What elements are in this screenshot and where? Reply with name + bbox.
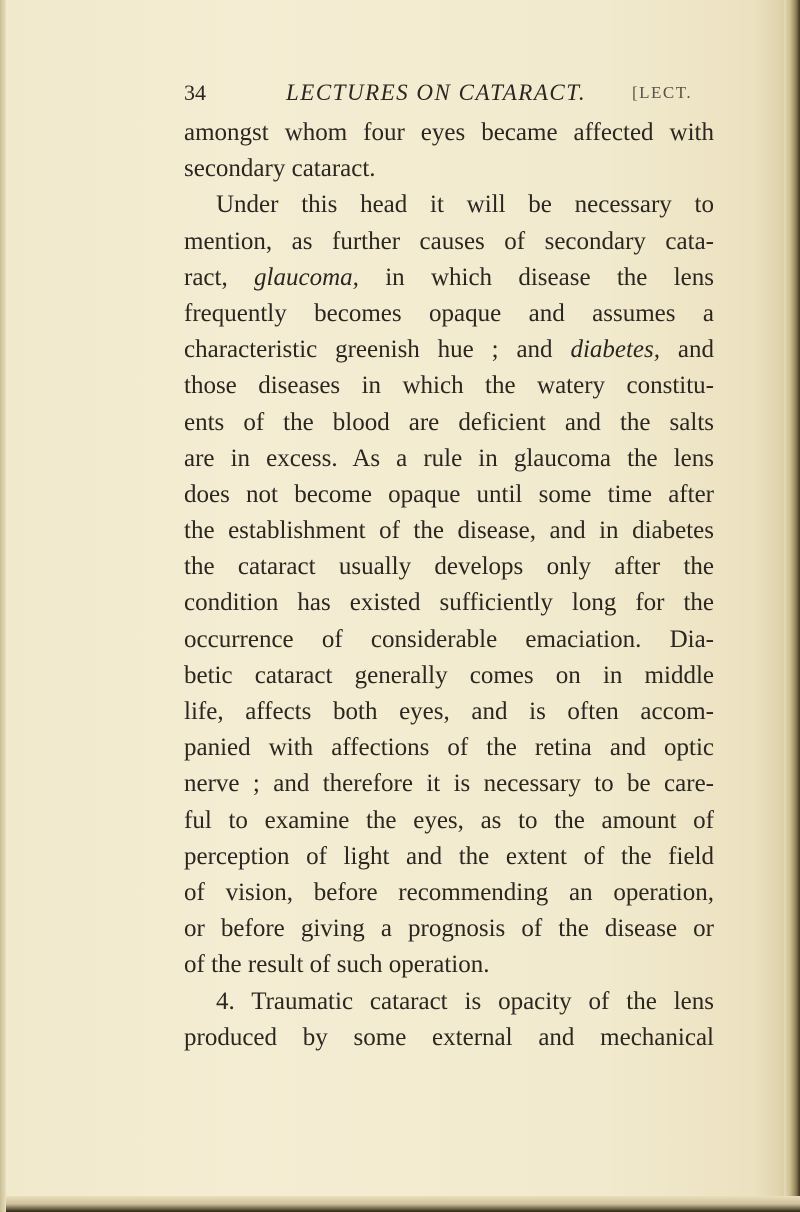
running-title: LECTURES ON CATARACT. <box>286 80 587 105</box>
text-line: nerve ; and therefore it is necessary to be care- <box>184 770 714 798</box>
page-gutter <box>0 0 6 1212</box>
text-line: secondary cataract. <box>184 155 376 183</box>
text-line: betic cataract generally comes on in middle <box>184 661 714 689</box>
text-line: 4. Traumatic cataract is opacity of the lens <box>216 987 714 1015</box>
running-head <box>184 78 714 108</box>
text-line: condition has existed sufficiently long for the <box>184 589 714 617</box>
text-line: of vision, before recommending an operation, <box>184 878 714 906</box>
italic-term-diabetes: diabetes, <box>570 336 661 364</box>
text-line: occurrence of considerable emaciation. Dia- <box>184 625 714 653</box>
text-line: those diseases in which the watery constitu- <box>184 372 714 400</box>
text-line <box>184 332 714 368</box>
text-line: perception of light and the extent of the field <box>184 842 714 870</box>
text-line: panied with affections of the retina and optic <box>184 734 714 762</box>
text-line: of the result of such operation. <box>184 951 490 979</box>
text-line <box>184 260 714 296</box>
text-line: Under this head it will be necessary to <box>216 191 714 219</box>
text-line: the cataract usually develops only after the <box>184 553 714 581</box>
text-line: does not become opaque until some time after <box>184 480 714 508</box>
page-number: 34 <box>184 80 206 105</box>
text-run: in which disease the lens <box>358 263 714 291</box>
text-line: life, affects both eyes, and is often accom- <box>184 698 714 725</box>
text-line: frequently becomes opaque and assumes a <box>184 299 714 327</box>
text-line: amongst whom four eyes became affected with <box>184 119 714 146</box>
text-line: are in excess. As a rule in glaucoma the lens <box>184 444 714 472</box>
text-line: the establishment of the disease, and in diabetes <box>184 517 714 545</box>
text-run: characteristic greenish hue ; and <box>184 336 571 364</box>
text-line: produced by some external and mechanical <box>184 1023 714 1051</box>
text-line: or before giving a prognosis of the disease or <box>184 915 714 943</box>
italic-term-glaucoma: glaucoma, <box>254 263 359 291</box>
text-run: ract, <box>184 263 255 291</box>
page-edge-shadow <box>784 0 800 1212</box>
text-run: and <box>660 336 714 364</box>
text-line: mention, as further causes of secondary cata- <box>184 227 714 255</box>
text-line: ful to examine the eyes, as to the amount of <box>184 806 714 834</box>
body-text <box>184 115 714 1056</box>
page-bottom-edge <box>6 1196 800 1212</box>
section-label: [LECT. <box>632 83 693 102</box>
text-line: ents of the blood are deficient and the salts <box>184 408 714 436</box>
